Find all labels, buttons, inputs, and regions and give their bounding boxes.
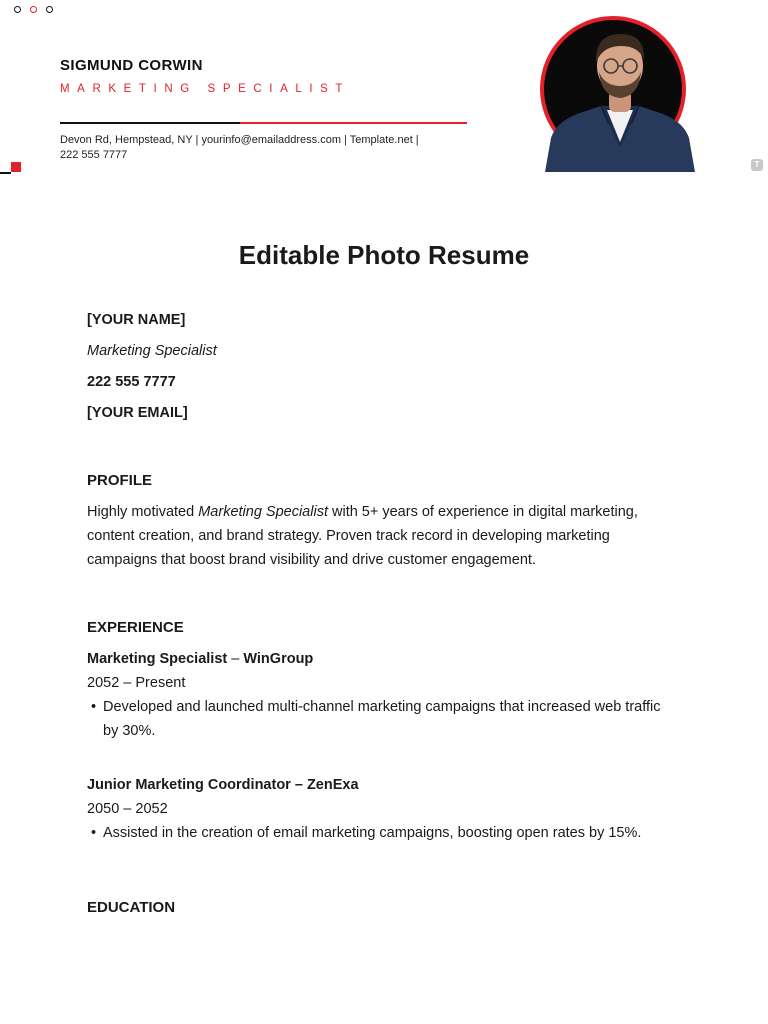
job-separator: – — [227, 651, 244, 668]
resume-thumbnail-header — [0, 0, 768, 178]
header-role: MARKETING SPECIALIST — [60, 83, 351, 95]
education-heading: EDUCATION — [87, 898, 176, 916]
profile-summary — [87, 501, 682, 572]
profile-text-italic: Marketing Specialist — [198, 504, 328, 520]
divider-line — [60, 122, 240, 124]
name-placeholder: [YOUR NAME] — [87, 312, 186, 328]
accent-bar — [0, 172, 11, 174]
email-placeholder: [YOUR EMAIL] — [87, 405, 188, 421]
job-company: WinGroup — [243, 651, 314, 668]
job-role: Marketing Specialist — [87, 651, 228, 668]
job-bullet: • Developed and launched multi-channel marketing campaigns that increased web traffic by 30%. — [87, 696, 673, 744]
experience-item — [87, 650, 687, 744]
job-bullet: • Assisted in the creation of email marketing campaigns, boosting open rates by 15%. — [87, 822, 673, 846]
job-title — [87, 650, 687, 669]
profile-text-end: with 5+ years of experience in digital marketing, content creation, and brand strategy. Proven track record in developing marketing campaigns that boost brand visibility and drive customer engagement. — [87, 504, 638, 568]
experience-heading: EXPERIENCE — [87, 619, 184, 637]
job-role: Junior Marketing Coordinator — [87, 776, 291, 793]
job-separator: – — [290, 776, 307, 793]
header-name: SIGMUND CORWIN — [60, 57, 203, 74]
job-company: ZenExa — [306, 776, 359, 793]
dot-icon — [30, 6, 37, 13]
profile-photo — [543, 20, 698, 172]
dot-icon — [14, 6, 21, 13]
template-badge-icon: T — [751, 159, 763, 171]
accent-square — [11, 162, 21, 172]
dot-icon — [46, 6, 53, 13]
job-dates: 2052 – Present — [87, 675, 186, 692]
decorative-dots — [14, 6, 53, 13]
header-contact: Devon Rd, Hempstead, NY | yourinfo@emailaddress.com | Template.net | 222 555 7777 — [60, 134, 419, 161]
profile-text-start: Highly motivated — [87, 504, 199, 520]
resume-content — [87, 311, 687, 917]
job-dates: 2050 – 2052 — [87, 800, 168, 817]
role-text: Marketing Specialist — [87, 343, 217, 359]
job-title — [87, 776, 687, 795]
experience-item — [87, 776, 687, 846]
divider-line-accent — [240, 122, 467, 124]
profile-heading: PROFILE — [87, 472, 153, 489]
phone-text: 222 555 7777 — [87, 374, 176, 390]
document-title: Editable Photo Resume — [238, 240, 530, 270]
